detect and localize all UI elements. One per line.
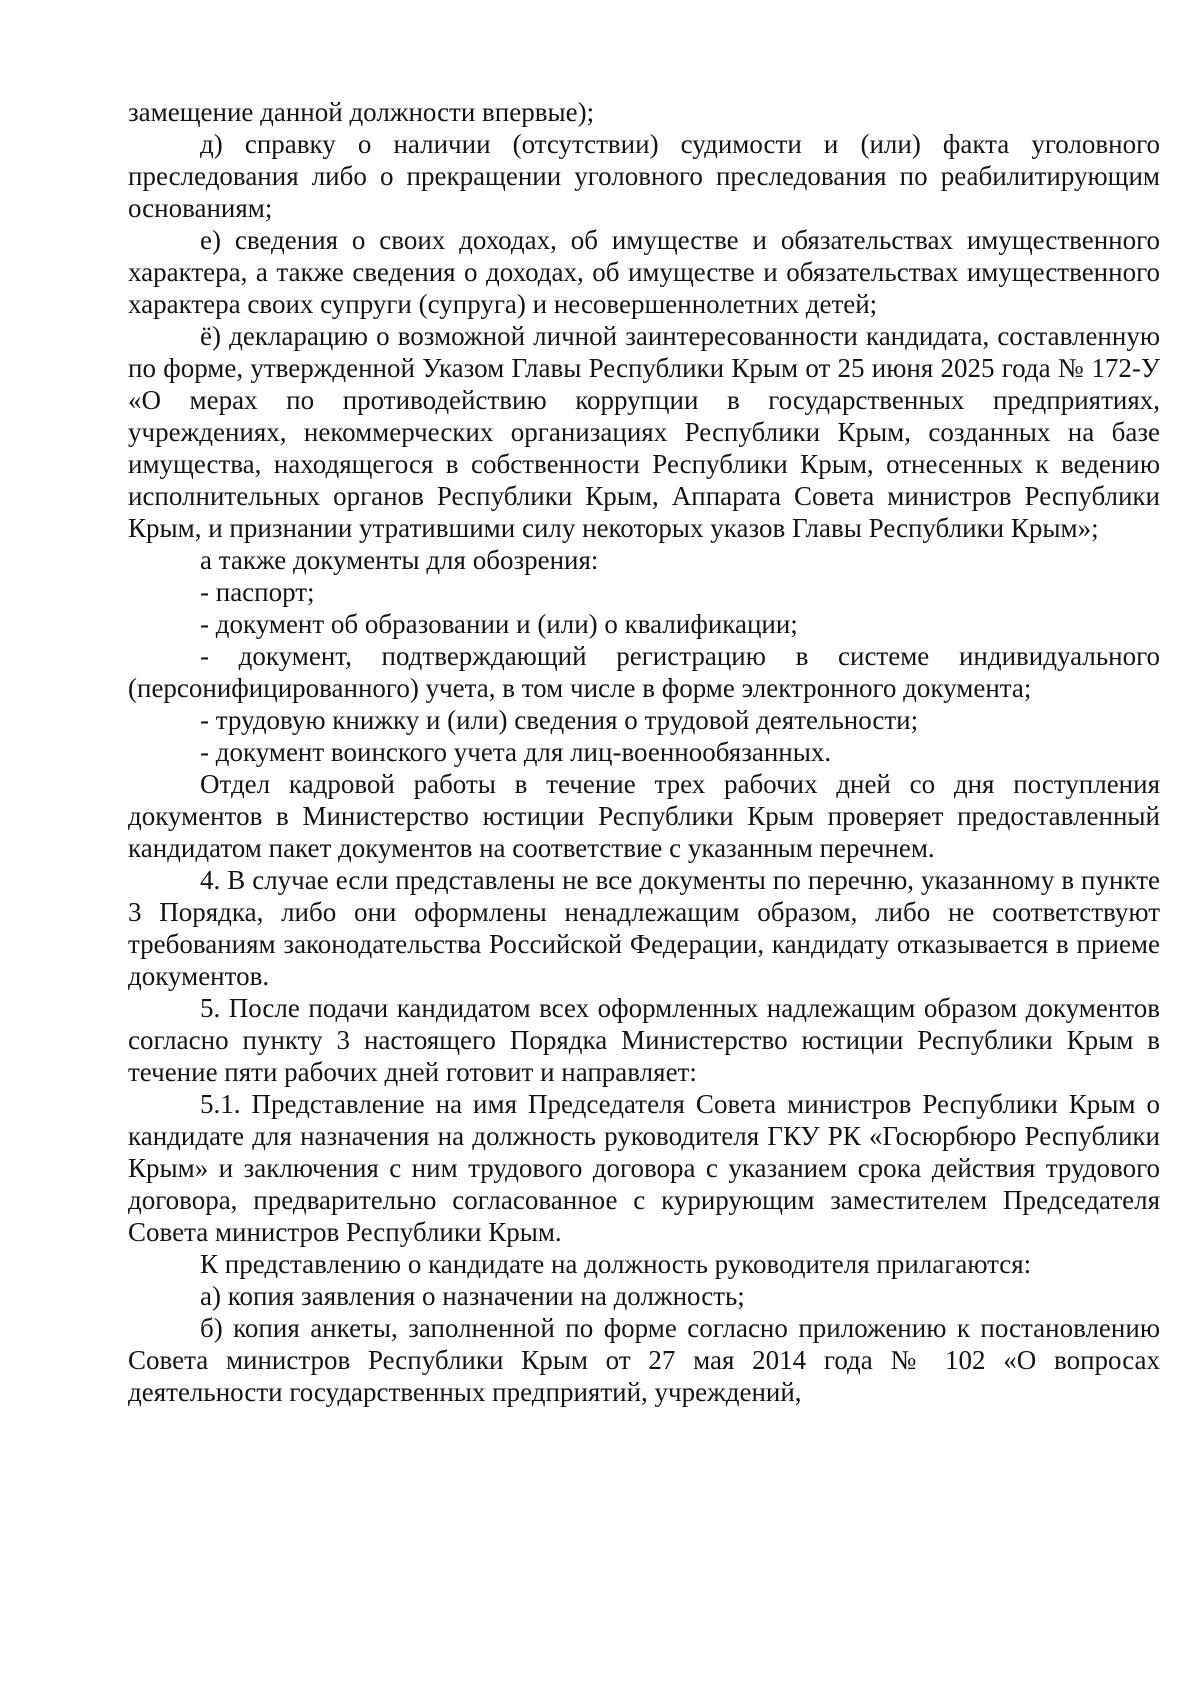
paragraph-continuation: замещение данной должности впервые);: [128, 97, 595, 127]
paragraph-attachments-intro: К представлению о кандидате на должность руководителя прилагаются:: [200, 1249, 1032, 1279]
paragraph-item-e: е) сведения о своих доходах, об имуществе и обязательствах имущественного характера, а также сведения о доходах, об имуществе и обязательствах имущественного характера своих супруги (супруга) и несовершеннолетних детей;: [128, 225, 1160, 319]
paragraph-item-yo: ё) декларацию о возможной личной заинтересованности кандидата, составленную по форме, утвержденной Указом Главы Республики Крым от 25 июня 2025 года № 172-У «О мерах по противодействию коррупции в государственных предприятиях, учреждениях, некоммерческих организациях Республики Крым, созданных на базе имущества, находящегося в собственности Республики Крым, отнесенных к ведению исполнительных органов Республики Крым, Аппарата Совета министров Республики Крым, и признании утратившими силу некоторых указов Главы Республики Крым»;: [128, 321, 1160, 543]
paragraph-hr-check: Отдел кадровой работы в течение трех рабочих дней со дня поступления документов в Министерство юстиции Республики Крым проверяет предоставленный кандидатом пакет документов на соответствие с указанным перечнем.: [128, 769, 1160, 863]
list-item-b-questionnaire-copy: б) копия анкеты, заполненной по форме согласно приложению к постановлению Совета министров Республики Крым от 27 мая 2014 года № 102 «О вопросах деятельности государственных предприятий, учреждений,: [128, 1313, 1160, 1407]
document-body: [128, 96, 1160, 1408]
list-item-military-record: - документ воинского учета для лиц-военнообязанных.: [200, 737, 832, 767]
paragraph-section-5: 5. После подачи кандидатом всех оформленных надлежащим образом документов согласно пункту 3 настоящего Порядка Министерство юстиции Республики Крым в течение пяти рабочих дней готовит и направляет:: [128, 993, 1160, 1087]
paragraph-section-4: 4. В случае если представлены не все документы по перечню, указанному в пункте 3 Порядка, либо они оформлены ненадлежащим образом, либо не соответствуют требованиям законодательства Российской Федерации, кандидату отказывается в приеме документов.: [128, 865, 1160, 991]
list-item-a-application-copy: а) копия заявления о назначении на должность;: [200, 1281, 745, 1311]
paragraph-review-documents-intro: а также документы для обозрения:: [200, 545, 599, 575]
list-item-passport: - паспорт;: [200, 577, 315, 607]
paragraph-item-d: д) справку о наличии (отсутствии) судимости и (или) факта уголовного преследования либо о прекращении уголовного преследования по реабилитирующим основаниям;: [128, 129, 1160, 223]
list-item-education-document: - документ об образовании и (или) о квалификации;: [200, 609, 798, 639]
list-item-registration-document: - документ, подтверждающий регистрацию в системе индивидуального (персонифицированного) учета, в том числе в форме электронного документа;: [128, 641, 1160, 703]
paragraph-section-5-1: 5.1. Представление на имя Председателя Совета министров Республики Крым о кандидате для назначения на должность руководителя ГКУ РК «Госюрбюро Республики Крым» и заключения с ним трудового договора с указанием срока действия трудового договора, предварительно согласованное с курирующим заместителем Председателя Совета министров Республики Крым.: [128, 1089, 1160, 1247]
list-item-employment-record: - трудовую книжку и (или) сведения о трудовой деятельности;: [200, 705, 919, 735]
